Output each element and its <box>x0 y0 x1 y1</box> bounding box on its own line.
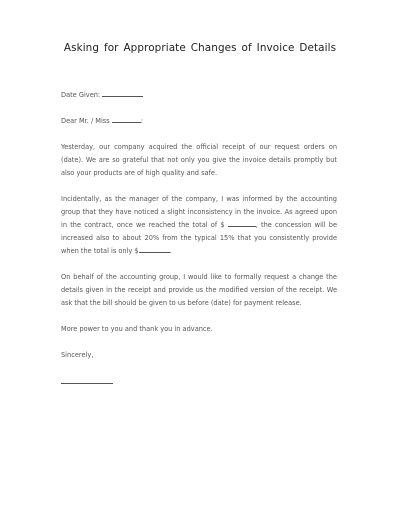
letter-body <box>61 89 337 384</box>
paragraph-inconsistency <box>61 193 337 258</box>
salutation-line <box>61 115 337 128</box>
signature-line <box>61 375 113 384</box>
salutation-colon: : <box>140 117 144 125</box>
paragraph-receipt-thanks: Yesterday, our company acquired the official receipt of our request orders on (date). We are so grateful that not only you give the invoice details promptly but also your products are of high quality and safe. <box>61 143 337 177</box>
signature-area <box>61 375 337 384</box>
date-label: Date Given: <box>61 91 101 99</box>
date-line <box>61 89 337 102</box>
salutation-text: Dear Mr. / Miss <box>61 117 110 125</box>
date-blank <box>102 90 143 97</box>
total-amount-blank <box>228 220 256 227</box>
paragraph-inconsistency-part3: . <box>169 247 172 255</box>
typical-amount-blank <box>139 246 170 253</box>
closing: Sincerely, <box>61 351 94 359</box>
paragraph-inconsistency-part1: Incidentally, as the manager of the company, I was informed by the accounting group that they have noticed a slight inconsistency in the invoice. As agreed upon in the contract, once we reached the total of $ <box>61 195 337 229</box>
recipient-name-blank <box>112 116 144 125</box>
paragraph-thanks: More power to you and thank you in advance. <box>61 325 213 333</box>
paragraph-inconsistency-part2: , the concession will be increased also to about 20% from the typical 15% that you consistently provide when the total is only $ <box>61 221 337 255</box>
paragraph-request: On behalf of the accounting group, I would like to formally request a change the details given in the receipt and provide us the modified version of the receipt. We ask that the bill should be given to us before (date) for payment release. <box>61 273 337 307</box>
letter-title: Asking for Appropriate Changes of Invoice Details <box>63 42 337 54</box>
